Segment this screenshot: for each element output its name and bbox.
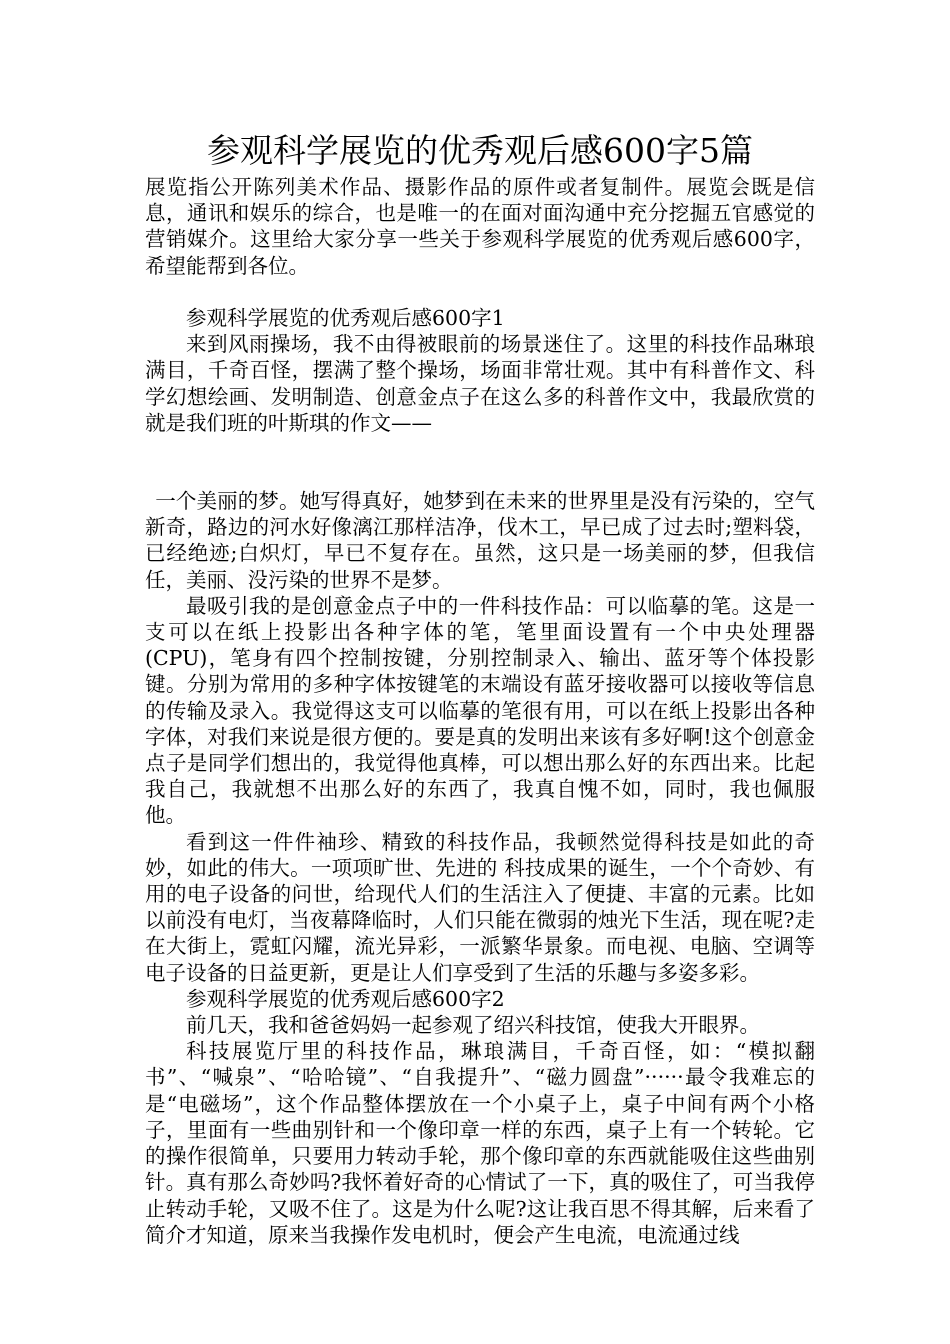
section1-paragraph-1: 来到风雨操场，我不由得被眼前的场景迷住了。这里的科技作品琳琅满目，千奇百怪，摆满了整个操场，场面非常壮观。其中有科普作文、科学幻想绘画、发明制造、创意金点子在这么多的科普作文中，我最欣赏的就是我们班的叶斯琪的作文—— [145,332,815,435]
section2-paragraph-2: 科技展览厅里的科技作品，琳琅满目，千奇百怪，如：“模拟翻书”、“喊泉”、“哈哈镜”、“自我提升”、“磁力圆盘”······最令我难忘的是“电磁场”，这个作品整体摆放在一个小桌子上，桌子中间有两个小格子，里面有一些曲别针和一个像印章一样的东西，桌子上有一个转轮。它的操作很简单，只要用力转动手轮，那个像印章的东西就能吸住这些曲别针。真有那么奇妙吗?我怀着好奇的心情试了一下，真的吸住了，可当我停止转动手轮，又吸不住了。这是为什么呢?这让我百思不得其解，后来看了简介才知道，原来当我操作发电机时，便会产生电流，电流通过线 [145,1039,815,1247]
section1-paragraph-3: 最吸引我的是创意金点子中的一件科技作品：可以临摹的笔。这是一支可以在纸上投影出各种字体的笔，笔里面设置有一个中央处理器(CPU)，笔身有四个控制按键，分别控制录入、输出、蓝牙等个体投影键。分别为常用的多种字体按键笔的末端设有蓝牙接收器可以接收等信息的传输及录入。我觉得这支可以临摹的笔很有用，可以在纸上投影出各种字体，对我们来说是很方便的。要是真的发明出来该有多好啊!这个创意金点子是同学们想出的，我觉得他真棒，可以想出那么好的东西出来。比起我自己，我就想不出那么好的东西了，我真自愧不如，同时，我也佩服他。 [145,593,815,828]
section1-heading: 参观科学展览的优秀观后感600字1 [186,306,505,330]
paragraph-gap [145,436,815,488]
document-title: 参观科学展览的优秀观后感600字5篇 [207,131,753,170]
section2-heading: 参观科学展览的优秀观后感600字2 [186,986,505,1011]
section1-paragraph-2: 一个美丽的梦。她写得真好，她梦到在未来的世界里是没有污染的，空气新奇，路边的河水好像漓江那样洁净，伐木工，早已成了过去时;塑料袋，已经绝迹;白炽灯，早已不复存在。虽然，这只是一场美丽的梦，但我信任，美丽、没污染的世界不是梦。 [145,489,815,592]
document-page [145,128,815,1248]
document-body [145,174,815,1248]
section2-paragraph-1: 前几天，我和爸爸妈妈一起参观了绍兴科技馆，使我大开眼界。 [186,1013,760,1038]
section1-paragraph-4: 看到这一件件袖珍、精致的科技作品，我顿然觉得科技是如此的奇妙，如此的伟大。一项项旷世、先进的 科技成果的诞生，一个个奇妙、有用的电子设备的问世，给现代人们的生活注入了便捷、丰富的元素。比如以前没有电灯，当夜幕降临时，人们只能在微弱的烛光下生活，现在呢?走在大街上，霓虹闪耀，流光异彩，一派繁华景象。而电视、电脑、空调等电子设备的日益更新，更是让人们享受到了生活的乐趣与多姿多彩。 [145,829,815,985]
paragraph-gap [145,279,815,305]
intro-paragraph: 展览指公开陈列美术作品、摄影作品的原件或者复制件。展览会既是信息，通讯和娱乐的综合，也是唯一的在面对面沟通中充分挖掘五官感觉的营销媒介。这里给大家分享一些关于参观科学展览的优秀观后感600字，希望能帮到各位。 [145,175,815,278]
